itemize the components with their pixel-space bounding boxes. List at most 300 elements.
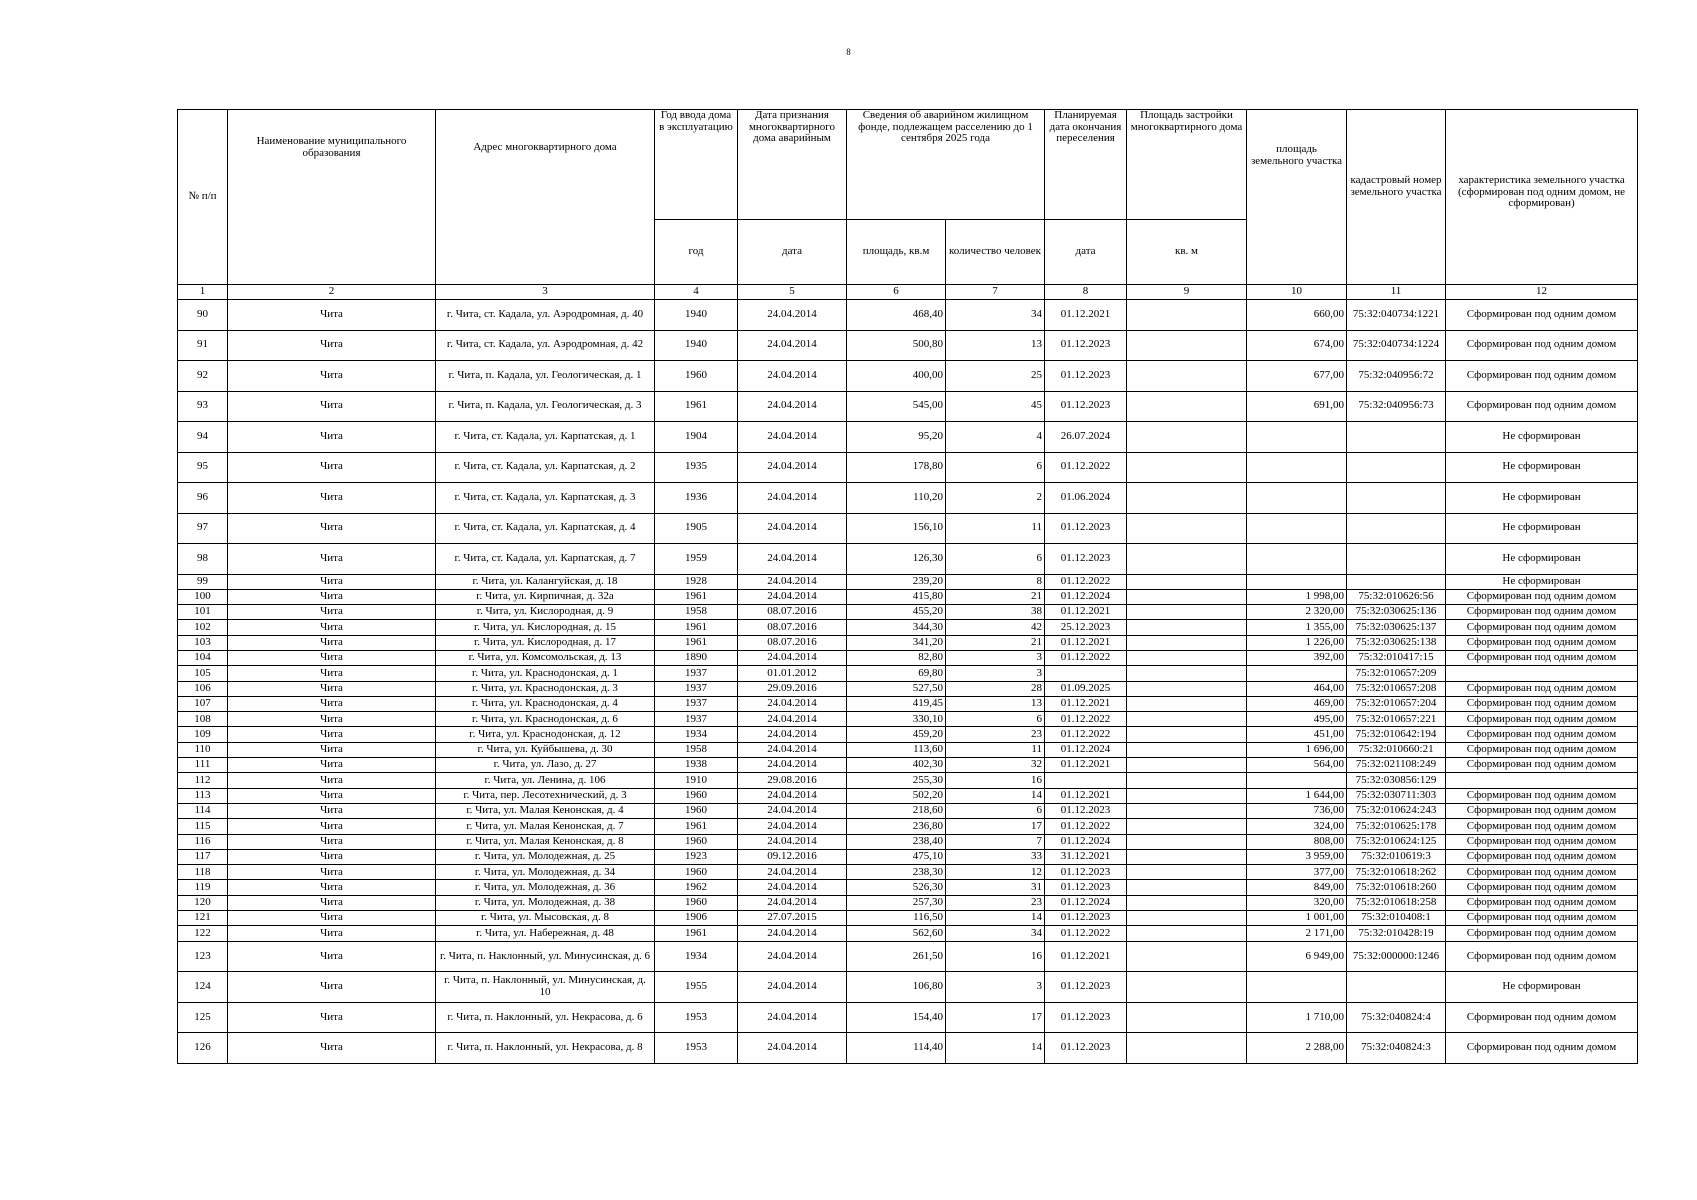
cell-building-area: [1127, 483, 1247, 514]
cell-address: г. Чита, ул. Набережная, д. 48: [436, 926, 655, 941]
cell-relocation-end-date: 26.07.2024: [1045, 422, 1127, 453]
cell-people-count: 11: [946, 742, 1045, 757]
cell-emergency-area: 545,00: [847, 391, 946, 422]
cell-recognition-date: 24.04.2014: [738, 727, 847, 742]
cell-commission-year: 1960: [655, 361, 738, 392]
cell-land-characteristic: Сформирован под одним домом: [1446, 650, 1638, 665]
cell-commission-year: 1937: [655, 681, 738, 696]
cell-land-area: 469,00: [1247, 696, 1347, 711]
cell-cadastral-number: 75:32:000000:1246: [1347, 941, 1446, 972]
cell-emergency-area: 500,80: [847, 330, 946, 361]
table-row: [178, 483, 1638, 514]
cell-people-count: 12: [946, 865, 1045, 880]
cell-commission-year: 1960: [655, 788, 738, 803]
cell-address: г. Чита, п. Наклонный, ул. Минусинская, д. 10: [436, 972, 655, 1003]
table-row: [178, 788, 1638, 803]
cell-address: г. Чита, ул. Куйбышева, д. 30: [436, 742, 655, 757]
cell-land-characteristic: Сформирован под одним домом: [1446, 803, 1638, 818]
cell-land-area: 451,00: [1247, 727, 1347, 742]
cell-recognition-date: 24.04.2014: [738, 834, 847, 849]
cell-relocation-end-date: 01.12.2023: [1045, 865, 1127, 880]
cell-row-number: 125: [178, 1002, 228, 1033]
cell-land-characteristic: Сформирован под одним домом: [1446, 330, 1638, 361]
cell-emergency-area: 178,80: [847, 452, 946, 483]
cell-relocation-end-date: 01.12.2023: [1045, 544, 1127, 575]
cell-relocation-end-date: 01.12.2021: [1045, 758, 1127, 773]
cell-row-number: 111: [178, 758, 228, 773]
cell-row-number: 113: [178, 788, 228, 803]
cell-land-area: 377,00: [1247, 865, 1347, 880]
cell-recognition-date: 24.04.2014: [738, 880, 847, 895]
cell-municipality: Чита: [228, 666, 436, 681]
cell-commission-year: 1959: [655, 544, 738, 575]
cell-commission-year: 1934: [655, 941, 738, 972]
cell-municipality: Чита: [228, 1033, 436, 1064]
cell-municipality: Чита: [228, 422, 436, 453]
cell-land-characteristic: Не сформирован: [1446, 422, 1638, 453]
cell-address: г. Чита, ст. Кадала, ул. Карпатская, д. 4: [436, 513, 655, 544]
cell-building-area: [1127, 513, 1247, 544]
cell-relocation-end-date: 01.12.2023: [1045, 391, 1127, 422]
header-land-area: площадь земельного участка: [1247, 110, 1347, 285]
cell-land-characteristic: Сформирован под одним домом: [1446, 300, 1638, 331]
cell-address: г. Чита, пер. Лесотехнический, д. 3: [436, 788, 655, 803]
cell-row-number: 107: [178, 696, 228, 711]
cell-emergency-area: 502,20: [847, 788, 946, 803]
cell-people-count: 17: [946, 819, 1045, 834]
cell-relocation-end-date: 01.12.2024: [1045, 895, 1127, 910]
cell-relocation-end-date: [1045, 773, 1127, 788]
column-number: 11: [1347, 285, 1446, 300]
cell-municipality: Чита: [228, 391, 436, 422]
cell-municipality: Чита: [228, 620, 436, 635]
table-row: [178, 880, 1638, 895]
cell-relocation-end-date: 01.12.2023: [1045, 911, 1127, 926]
cell-recognition-date: 08.07.2016: [738, 605, 847, 620]
cell-land-characteristic: Сформирован под одним домом: [1446, 696, 1638, 711]
cell-emergency-area: 238,30: [847, 865, 946, 880]
cell-commission-year: 1961: [655, 391, 738, 422]
cell-land-area: [1247, 972, 1347, 1003]
cell-municipality: Чита: [228, 727, 436, 742]
cell-land-area: 674,00: [1247, 330, 1347, 361]
cell-relocation-end-date: 01.12.2023: [1045, 803, 1127, 818]
subheader-area: площадь, кв.м: [847, 220, 946, 285]
cell-commission-year: 1923: [655, 849, 738, 864]
cell-emergency-area: 468,40: [847, 300, 946, 331]
cell-emergency-area: 415,80: [847, 589, 946, 604]
cell-address: г. Чита, ул. Малая Кенонская, д. 7: [436, 819, 655, 834]
cell-recognition-date: 27.07.2015: [738, 911, 847, 926]
cell-commission-year: 1960: [655, 834, 738, 849]
cell-people-count: 3: [946, 972, 1045, 1003]
cell-building-area: [1127, 788, 1247, 803]
cell-row-number: 115: [178, 819, 228, 834]
cell-address: г. Чита, ул. Кислородная, д. 17: [436, 635, 655, 650]
cell-commission-year: 1953: [655, 1033, 738, 1064]
cell-recognition-date: 24.04.2014: [738, 483, 847, 514]
cell-building-area: [1127, 880, 1247, 895]
cell-commission-year: 1958: [655, 742, 738, 757]
cell-cadastral-number: [1347, 452, 1446, 483]
cell-relocation-end-date: 01.12.2023: [1045, 880, 1127, 895]
cell-recognition-date: 24.04.2014: [738, 1033, 847, 1064]
cell-building-area: [1127, 422, 1247, 453]
cell-recognition-date: 24.04.2014: [738, 895, 847, 910]
cell-building-area: [1127, 361, 1247, 392]
cell-land-area: 660,00: [1247, 300, 1347, 331]
cell-emergency-area: 257,30: [847, 895, 946, 910]
cell-recognition-date: 24.04.2014: [738, 742, 847, 757]
cell-building-area: [1127, 452, 1247, 483]
subheader-people: количество человек: [946, 220, 1045, 285]
cell-cadastral-number: 75:32:030856:129: [1347, 773, 1446, 788]
header-address: Адрес многоквартирного дома: [436, 110, 655, 285]
cell-relocation-end-date: 01.06.2024: [1045, 483, 1127, 514]
cell-cadastral-number: 75:32:010408:1: [1347, 911, 1446, 926]
cell-cadastral-number: 75:32:010657:204: [1347, 696, 1446, 711]
cell-commission-year: 1962: [655, 880, 738, 895]
cell-emergency-area: 69,80: [847, 666, 946, 681]
cell-people-count: 28: [946, 681, 1045, 696]
cell-land-characteristic: Не сформирован: [1446, 972, 1638, 1003]
cell-cadastral-number: 75:32:040956:72: [1347, 361, 1446, 392]
cell-recognition-date: 01.01.2012: [738, 666, 847, 681]
cell-municipality: Чита: [228, 635, 436, 650]
cell-commission-year: 1961: [655, 635, 738, 650]
cell-address: г. Чита, п. Наклонный, ул. Минусинская, д. 6: [436, 941, 655, 972]
cell-building-area: [1127, 589, 1247, 604]
cell-cadastral-number: 75:32:010624:125: [1347, 834, 1446, 849]
cell-emergency-area: 330,10: [847, 712, 946, 727]
cell-people-count: 11: [946, 513, 1045, 544]
cell-building-area: [1127, 391, 1247, 422]
cell-address: г. Чита, п. Кадала, ул. Геологическая, д. 3: [436, 391, 655, 422]
cell-municipality: Чита: [228, 696, 436, 711]
cell-row-number: 106: [178, 681, 228, 696]
cell-commission-year: 1937: [655, 666, 738, 681]
column-number: 9: [1127, 285, 1247, 300]
cell-cadastral-number: 75:32:010417:15: [1347, 650, 1446, 665]
cell-address: г. Чита, ст. Кадала, ул. Карпатская, д. 7: [436, 544, 655, 575]
table-row: [178, 819, 1638, 834]
table-row: [178, 803, 1638, 818]
cell-people-count: 3: [946, 650, 1045, 665]
cell-people-count: 34: [946, 300, 1045, 331]
cell-cadastral-number: 75:32:040824:3: [1347, 1033, 1446, 1064]
cell-row-number: 101: [178, 605, 228, 620]
cell-address: г. Чита, п. Наклонный, ул. Некрасова, д. 6: [436, 1002, 655, 1033]
cell-emergency-area: 459,20: [847, 727, 946, 742]
cell-address: г. Чита, ул. Ленина, д. 106: [436, 773, 655, 788]
cell-land-area: 320,00: [1247, 895, 1347, 910]
cell-land-characteristic: Сформирован под одним домом: [1446, 1033, 1638, 1064]
cell-people-count: 23: [946, 895, 1045, 910]
cell-building-area: [1127, 574, 1247, 589]
cell-row-number: 112: [178, 773, 228, 788]
cell-row-number: 114: [178, 803, 228, 818]
cell-land-area: 1 001,00: [1247, 911, 1347, 926]
cell-address: г. Чита, ул. Краснодонская, д. 3: [436, 681, 655, 696]
cell-land-characteristic: Сформирован под одним домом: [1446, 895, 1638, 910]
cell-commission-year: 1904: [655, 422, 738, 453]
cell-address: г. Чита, п. Кадала, ул. Геологическая, д. 1: [436, 361, 655, 392]
cell-building-area: [1127, 941, 1247, 972]
cell-cadastral-number: 75:32:040824:4: [1347, 1002, 1446, 1033]
cell-emergency-area: 475,10: [847, 849, 946, 864]
cell-people-count: 21: [946, 635, 1045, 650]
cell-building-area: [1127, 803, 1247, 818]
cell-commission-year: 1955: [655, 972, 738, 1003]
cell-relocation-end-date: 01.12.2022: [1045, 712, 1127, 727]
cell-row-number: 124: [178, 972, 228, 1003]
cell-cadastral-number: [1347, 972, 1446, 1003]
cell-municipality: Чита: [228, 941, 436, 972]
cell-people-count: 42: [946, 620, 1045, 635]
cell-land-characteristic: [1446, 773, 1638, 788]
cell-land-characteristic: Сформирован под одним домом: [1446, 742, 1638, 757]
table-row: [178, 513, 1638, 544]
cell-land-area: 1 710,00: [1247, 1002, 1347, 1033]
cell-cadastral-number: [1347, 513, 1446, 544]
cell-emergency-area: 261,50: [847, 941, 946, 972]
cell-address: г. Чита, ул. Кислородная, д. 15: [436, 620, 655, 635]
cell-municipality: Чита: [228, 452, 436, 483]
cell-building-area: [1127, 926, 1247, 941]
cell-commission-year: 1961: [655, 589, 738, 604]
cell-building-area: [1127, 1002, 1247, 1033]
table-row: [178, 635, 1638, 650]
cell-people-count: 6: [946, 712, 1045, 727]
cell-emergency-area: 400,00: [847, 361, 946, 392]
cell-land-characteristic: Сформирован под одним домом: [1446, 941, 1638, 972]
cell-land-characteristic: Сформирован под одним домом: [1446, 727, 1638, 742]
cell-recognition-date: 24.04.2014: [738, 422, 847, 453]
cell-address: г. Чита, ст. Кадала, ул. Карпатская, д. 3: [436, 483, 655, 514]
cell-emergency-area: 341,20: [847, 635, 946, 650]
cell-municipality: Чита: [228, 650, 436, 665]
cell-commission-year: 1961: [655, 819, 738, 834]
cell-relocation-end-date: 01.12.2024: [1045, 834, 1127, 849]
cell-relocation-end-date: 25.12.2023: [1045, 620, 1127, 635]
table-row: [178, 911, 1638, 926]
cell-address: г. Чита, ул. Калангуйская, д. 18: [436, 574, 655, 589]
cell-cadastral-number: 75:32:010626:56: [1347, 589, 1446, 604]
cell-address: г. Чита, ул. Кислородная, д. 9: [436, 605, 655, 620]
cell-land-area: [1247, 773, 1347, 788]
cell-municipality: Чита: [228, 330, 436, 361]
cell-address: г. Чита, ст. Кадала, ул. Карпатская, д. 1: [436, 422, 655, 453]
cell-relocation-end-date: 01.12.2022: [1045, 650, 1127, 665]
cell-building-area: [1127, 635, 1247, 650]
cell-relocation-end-date: 01.12.2024: [1045, 742, 1127, 757]
cell-emergency-area: 154,40: [847, 1002, 946, 1033]
cell-people-count: 16: [946, 773, 1045, 788]
cell-address: г. Чита, ул. Молодежная, д. 25: [436, 849, 655, 864]
cell-address: г. Чита, ул. Мысовская, д. 8: [436, 911, 655, 926]
table-row: [178, 452, 1638, 483]
cell-land-characteristic: Сформирован под одним домом: [1446, 635, 1638, 650]
cell-building-area: [1127, 758, 1247, 773]
emergency-housing-table: [177, 109, 1638, 1064]
cell-relocation-end-date: 01.12.2023: [1045, 972, 1127, 1003]
cell-municipality: Чита: [228, 788, 436, 803]
cell-municipality: Чита: [228, 819, 436, 834]
table-row: [178, 330, 1638, 361]
cell-people-count: 45: [946, 391, 1045, 422]
cell-recognition-date: 24.04.2014: [738, 865, 847, 880]
cell-people-count: 23: [946, 727, 1045, 742]
cell-emergency-area: 402,30: [847, 758, 946, 773]
cell-commission-year: 1935: [655, 452, 738, 483]
cell-relocation-end-date: 01.12.2024: [1045, 589, 1127, 604]
header-relocation-end: Планируемая дата окончания переселения: [1045, 110, 1127, 220]
cell-commission-year: 1937: [655, 696, 738, 711]
cell-emergency-area: 114,40: [847, 1033, 946, 1064]
cell-row-number: 110: [178, 742, 228, 757]
cell-commission-year: 1958: [655, 605, 738, 620]
cell-building-area: [1127, 819, 1247, 834]
cell-address: г. Чита, ул. Малая Кенонская, д. 4: [436, 803, 655, 818]
cell-row-number: 97: [178, 513, 228, 544]
cell-row-number: 94: [178, 422, 228, 453]
cell-emergency-area: 82,80: [847, 650, 946, 665]
cell-row-number: 92: [178, 361, 228, 392]
table-row: [178, 589, 1638, 604]
cell-row-number: 104: [178, 650, 228, 665]
column-number: 12: [1446, 285, 1638, 300]
cell-municipality: Чита: [228, 361, 436, 392]
cell-row-number: 91: [178, 330, 228, 361]
cell-relocation-end-date: 01.12.2021: [1045, 300, 1127, 331]
cell-recognition-date: 24.04.2014: [738, 574, 847, 589]
header-recognition-date: Дата признания многоквартирного дома аварийным: [738, 110, 847, 220]
cell-address: г. Чита, ул. Малая Кенонская, д. 8: [436, 834, 655, 849]
cell-recognition-date: 24.04.2014: [738, 941, 847, 972]
table-body: [178, 300, 1638, 1064]
cell-emergency-area: 218,60: [847, 803, 946, 818]
table-row: [178, 758, 1638, 773]
table-row: [178, 605, 1638, 620]
subheader-end-date: дата: [1045, 220, 1127, 285]
column-number: 4: [655, 285, 738, 300]
cell-cadastral-number: 75:32:030625:136: [1347, 605, 1446, 620]
cell-land-area: 495,00: [1247, 712, 1347, 727]
cell-land-characteristic: Сформирован под одним домом: [1446, 589, 1638, 604]
cell-cadastral-number: 75:32:030711:303: [1347, 788, 1446, 803]
cell-address: г. Чита, ул. Краснодонская, д. 12: [436, 727, 655, 742]
cell-recognition-date: 24.04.2014: [738, 452, 847, 483]
cell-municipality: Чита: [228, 574, 436, 589]
cell-municipality: Чита: [228, 1002, 436, 1033]
cell-land-area: 2 288,00: [1247, 1033, 1347, 1064]
cell-people-count: 13: [946, 330, 1045, 361]
cell-commission-year: 1940: [655, 300, 738, 331]
cell-land-area: 3 959,00: [1247, 849, 1347, 864]
cell-commission-year: 1940: [655, 330, 738, 361]
cell-municipality: Чита: [228, 758, 436, 773]
table-row: [178, 712, 1638, 727]
cell-relocation-end-date: [1045, 666, 1127, 681]
column-number: 3: [436, 285, 655, 300]
cell-recognition-date: 29.08.2016: [738, 773, 847, 788]
cell-building-area: [1127, 681, 1247, 696]
cell-land-area: [1247, 666, 1347, 681]
cell-municipality: Чита: [228, 712, 436, 727]
cell-recognition-date: 24.04.2014: [738, 696, 847, 711]
cell-cadastral-number: 75:32:021108:249: [1347, 758, 1446, 773]
cell-emergency-area: 238,40: [847, 834, 946, 849]
cell-relocation-end-date: 01.12.2023: [1045, 330, 1127, 361]
cell-relocation-end-date: 01.12.2022: [1045, 727, 1127, 742]
cell-cadastral-number: 75:32:010428:19: [1347, 926, 1446, 941]
cell-land-area: 2 171,00: [1247, 926, 1347, 941]
cell-recognition-date: 24.04.2014: [738, 391, 847, 422]
cell-land-area: [1247, 452, 1347, 483]
header-number: № п/п: [178, 110, 228, 285]
cell-people-count: 14: [946, 1033, 1045, 1064]
cell-recognition-date: 24.04.2014: [738, 758, 847, 773]
cell-building-area: [1127, 849, 1247, 864]
cell-address: г. Чита, ул. Комсомольская, д. 13: [436, 650, 655, 665]
cell-land-characteristic: Сформирован под одним домом: [1446, 361, 1638, 392]
cell-land-characteristic: [1446, 666, 1638, 681]
cell-cadastral-number: 75:32:010618:258: [1347, 895, 1446, 910]
cell-relocation-end-date: 01.12.2022: [1045, 452, 1127, 483]
cell-recognition-date: 24.04.2014: [738, 513, 847, 544]
cell-land-characteristic: Не сформирован: [1446, 574, 1638, 589]
cell-address: г. Чита, п. Наклонный, ул. Некрасова, д. 8: [436, 1033, 655, 1064]
table-row: [178, 941, 1638, 972]
cell-land-area: 1 355,00: [1247, 620, 1347, 635]
cell-land-area: 1 998,00: [1247, 589, 1347, 604]
cell-cadastral-number: 75:32:010657:221: [1347, 712, 1446, 727]
cell-people-count: 17: [946, 1002, 1045, 1033]
cell-row-number: 109: [178, 727, 228, 742]
cell-building-area: [1127, 1033, 1247, 1064]
cell-building-area: [1127, 544, 1247, 575]
cell-row-number: 100: [178, 589, 228, 604]
cell-land-area: 677,00: [1247, 361, 1347, 392]
header-land-characteristic: характеристика земельного участка (сформирован под одним домом, не сформирован): [1446, 110, 1638, 285]
cell-land-area: 392,00: [1247, 650, 1347, 665]
cell-row-number: 126: [178, 1033, 228, 1064]
cell-land-area: 1 644,00: [1247, 788, 1347, 803]
cell-municipality: Чита: [228, 773, 436, 788]
cell-row-number: 118: [178, 865, 228, 880]
header-cadastral-number: кадастровый номер земельного участка: [1347, 110, 1446, 285]
cell-land-area: 6 949,00: [1247, 941, 1347, 972]
cell-address: г. Чита, ст. Кадала, ул. Аэродромная, д. 42: [436, 330, 655, 361]
cell-commission-year: 1928: [655, 574, 738, 589]
subheader-date: дата: [738, 220, 847, 285]
cell-building-area: [1127, 666, 1247, 681]
cell-cadastral-number: 75:32:010657:209: [1347, 666, 1446, 681]
cell-recognition-date: 24.04.2014: [738, 544, 847, 575]
cell-emergency-area: 344,30: [847, 620, 946, 635]
cell-land-area: 849,00: [1247, 880, 1347, 895]
cell-relocation-end-date: 31.12.2021: [1045, 849, 1127, 864]
cell-land-area: 808,00: [1247, 834, 1347, 849]
cell-cadastral-number: 75:32:010618:260: [1347, 880, 1446, 895]
cell-address: г. Чита, ул. Молодежная, д. 34: [436, 865, 655, 880]
cell-building-area: [1127, 911, 1247, 926]
header-building-area: Площадь застройки многоквартирного дома: [1127, 110, 1247, 220]
table-row: [178, 773, 1638, 788]
cell-row-number: 103: [178, 635, 228, 650]
page-number: 8: [846, 47, 851, 57]
cell-address: г. Чита, ул. Молодежная, д. 36: [436, 880, 655, 895]
